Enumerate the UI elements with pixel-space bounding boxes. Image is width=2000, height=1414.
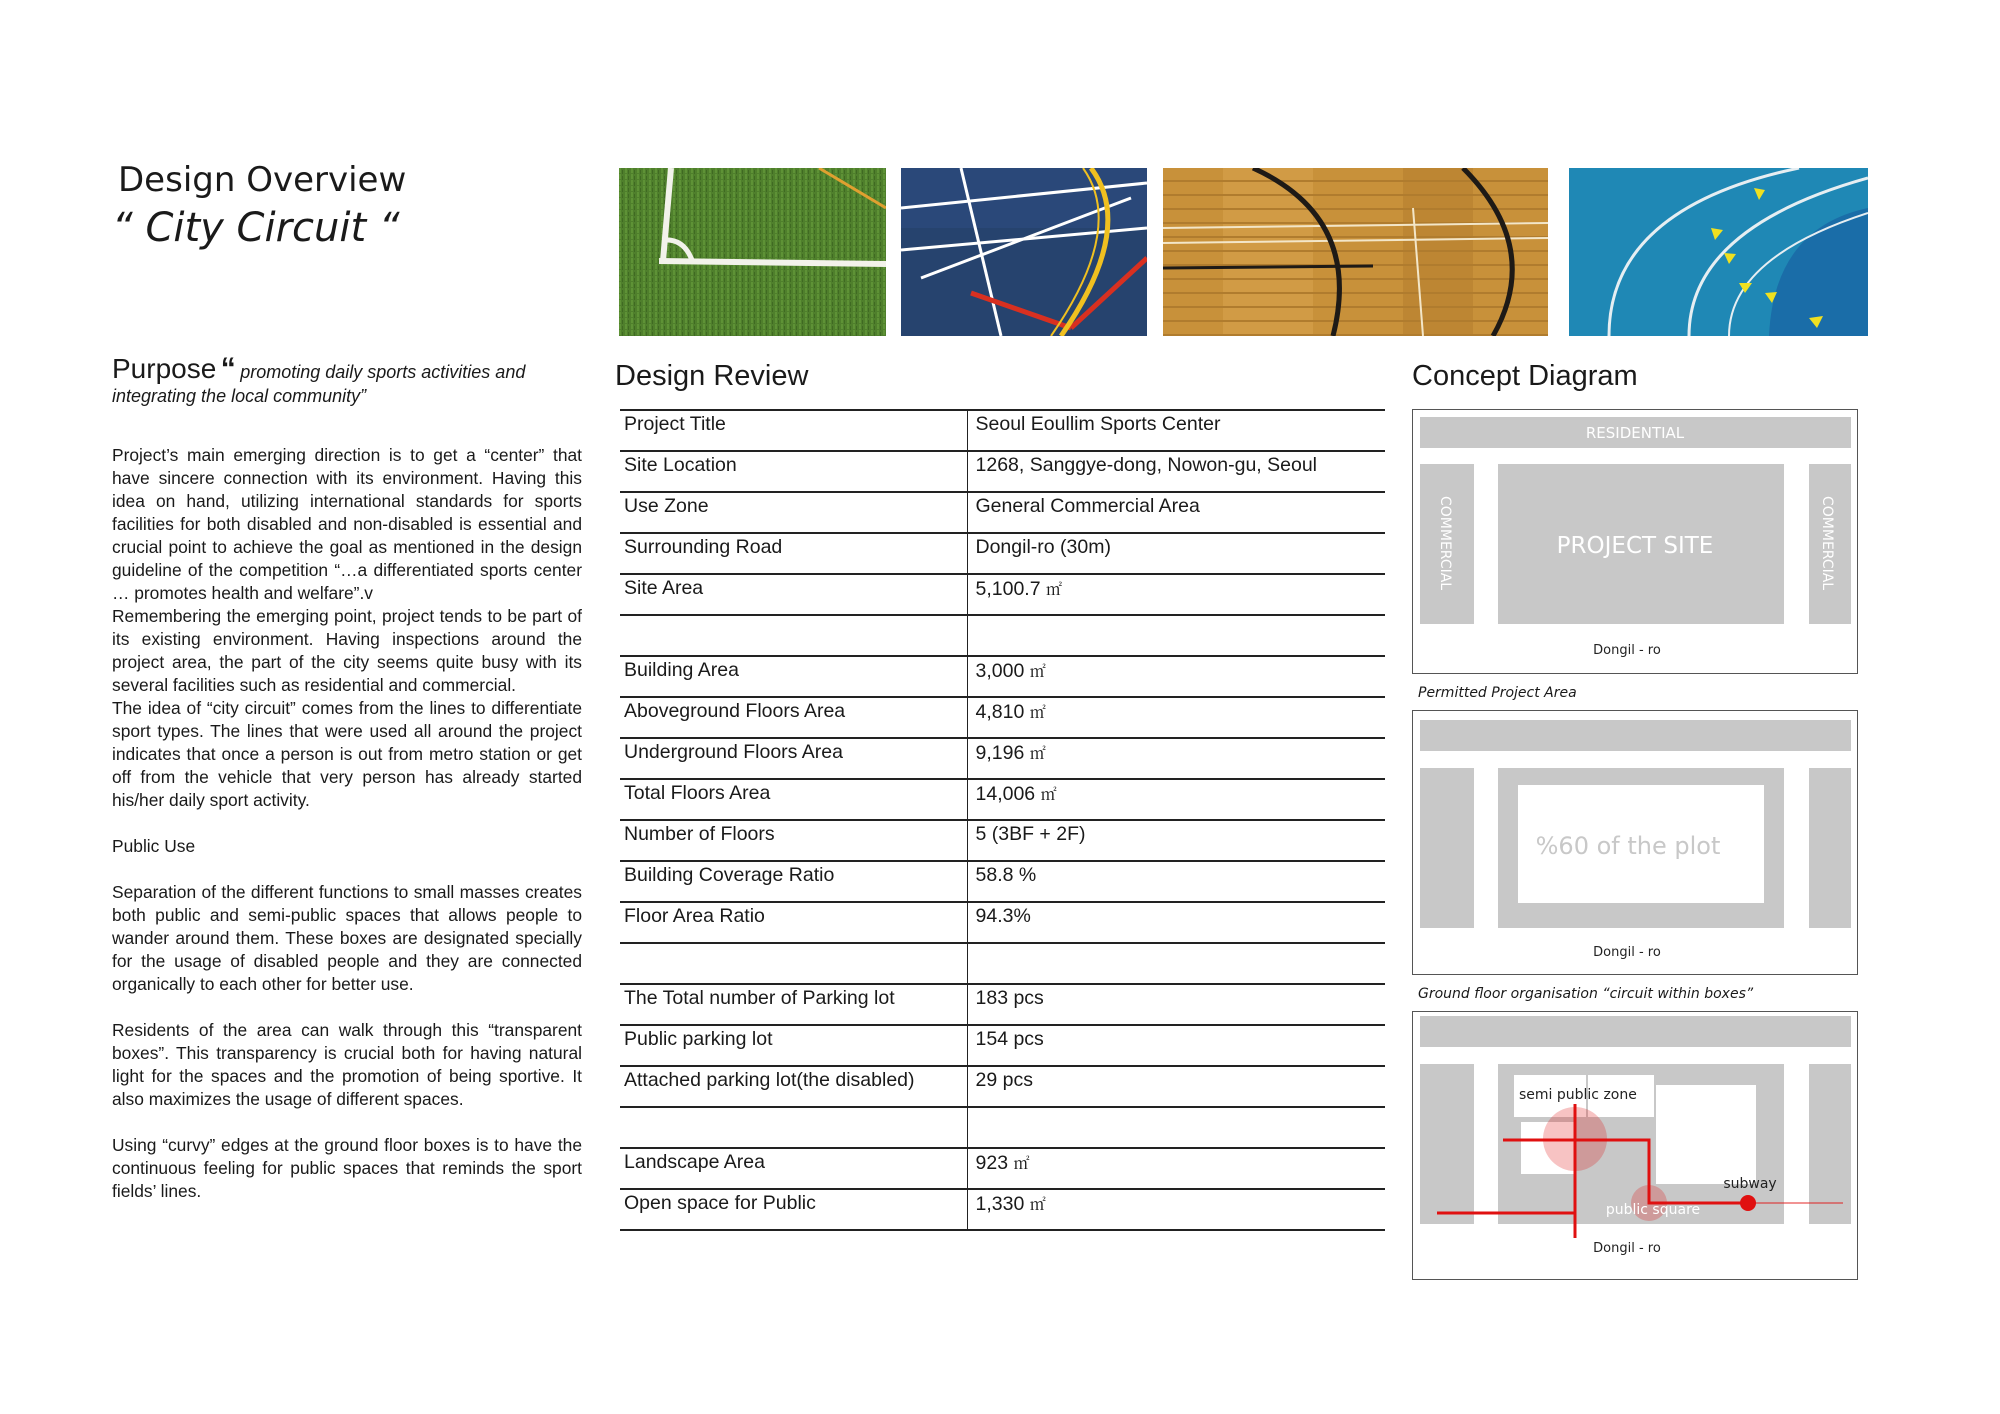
area-unit: ㎡ — [1029, 744, 1046, 763]
review-value-cell — [967, 1066, 1385, 1107]
review-value: Seoul Eoullim Sports Center — [975, 413, 1221, 435]
design-review-title: Design Review — [615, 360, 809, 392]
review-label — [620, 943, 967, 984]
commercial-block-right — [1809, 768, 1851, 928]
indoor-court-photo — [901, 168, 1147, 336]
review-value: 1,330 — [975, 1193, 1025, 1215]
design-review-table — [620, 409, 1385, 1231]
review-row — [620, 1066, 1385, 1107]
review-row — [620, 943, 1385, 984]
area-unit: ㎡ — [1029, 662, 1046, 681]
running-track-photo — [1569, 168, 1868, 336]
review-row — [620, 1025, 1385, 1066]
football-pitch-photo — [619, 168, 886, 336]
review-row — [620, 984, 1385, 1025]
purpose-paragraph: The idea of “city circuit” comes from the lines to differentiate sport types. The lines that were used all around the project indicates that once a person is out from metro station or get off from the vehicle that very person has already started his/her daily sport activity. — [112, 698, 582, 810]
review-label: Building Area — [620, 656, 967, 697]
review-value: 29 pcs — [975, 1069, 1033, 1091]
purpose-heading — [112, 352, 582, 409]
road-label: Dongil - ro — [1593, 643, 1661, 658]
commercial-block-right — [1809, 1064, 1851, 1224]
wooden-court-photo — [1163, 168, 1548, 336]
review-label: Site Location — [620, 451, 967, 492]
review-row — [620, 738, 1385, 779]
area-unit: ㎡ — [1013, 1154, 1030, 1173]
review-row — [620, 820, 1385, 861]
review-value-cell — [967, 1189, 1385, 1230]
residential-label: RESIDENTIAL — [1585, 424, 1685, 442]
review-value-cell — [967, 656, 1385, 697]
review-row — [620, 902, 1385, 943]
site-context-diagram — [1412, 409, 1858, 674]
review-value-cell — [967, 943, 1385, 984]
page-subtitle: “ City Circuit “ — [112, 205, 400, 251]
public-square-label: public square — [1605, 1202, 1701, 1218]
concept-diagram-title: Concept Diagram — [1412, 360, 1638, 392]
review-row — [620, 615, 1385, 656]
review-label: Attached parking lot(the disabled) — [620, 1066, 967, 1107]
review-value: 14,006 — [975, 783, 1036, 805]
review-row — [620, 1107, 1385, 1148]
semi-public-label: semi public zone — [1519, 1087, 1637, 1103]
review-label: The Total number of Parking lot — [620, 984, 967, 1025]
commercial-block-left — [1420, 1064, 1474, 1224]
commercial-label-left: COMMERCIAL — [1437, 496, 1453, 591]
review-value-cell — [967, 492, 1385, 533]
road-label: Dongil - ro — [1593, 945, 1661, 960]
purpose-quote: promoting daily sports activities and integrating the local community” — [112, 362, 526, 406]
review-value-cell — [967, 738, 1385, 779]
review-value: 5,100.7 — [975, 578, 1041, 600]
area-unit: ㎡ — [1029, 1195, 1046, 1214]
review-label: Public parking lot — [620, 1025, 967, 1066]
purpose-paragraph: Project’s main emerging direction is to get a “center” that have sincere connection with its environment. Having this idea on hand, utilizing international standards for sports facilities for both disabled and non-disabled is essential and crucial point to achieve the goal as mentioned in the design guideline of the competition “…a differentiated sports center … promotes health and welfare”.v — [112, 445, 582, 603]
review-row — [620, 861, 1385, 902]
review-label: Site Area — [620, 574, 967, 615]
review-label — [620, 615, 967, 656]
review-label: Aboveground Floors Area — [620, 697, 967, 738]
review-value: 923 — [975, 1152, 1009, 1174]
commercial-block-left — [1420, 768, 1474, 928]
review-label: Open space for Public — [620, 1189, 967, 1230]
review-label — [620, 1107, 967, 1148]
subway-node — [1740, 1195, 1756, 1211]
review-value-cell — [967, 779, 1385, 820]
review-value: 4,810 — [975, 701, 1025, 723]
review-value-cell — [967, 820, 1385, 861]
review-value: 58.8 % — [975, 864, 1037, 886]
review-label: Surrounding Road — [620, 533, 967, 574]
purpose-body — [112, 444, 582, 1203]
public-use-paragraph: Separation of the different functions to small masses creates both public and semi-public spaces that allows people to wander around them. These boxes are designated specially for the usage of disabled people and they are connected organically to each other for better use. — [112, 882, 582, 994]
road-label: Dongil - ro — [1593, 1241, 1661, 1256]
review-value: 3,000 — [975, 660, 1025, 682]
review-value-cell — [967, 1148, 1385, 1189]
review-row — [620, 1148, 1385, 1189]
review-value-cell — [967, 984, 1385, 1025]
area-unit: ㎡ — [1040, 785, 1057, 804]
review-label: Landscape Area — [620, 1148, 967, 1189]
review-value: General Commercial Area — [975, 495, 1200, 517]
plot-coverage-diagram — [1412, 710, 1858, 975]
review-value-cell — [967, 533, 1385, 574]
review-value: 94.3% — [975, 905, 1031, 927]
review-label: Use Zone — [620, 492, 967, 533]
review-value: 154 pcs — [975, 1028, 1044, 1050]
review-row — [620, 492, 1385, 533]
purpose-paragraph: Remembering the emerging point, project tends to be part of its existing environment. Having inspections around the project area, the part of the city seems quite busy with its several facilities such as residential and commercial. — [112, 606, 582, 695]
review-value: 9,196 — [975, 742, 1025, 764]
review-label: Total Floors Area — [620, 779, 967, 820]
residential-block — [1420, 720, 1851, 751]
review-row — [620, 779, 1385, 820]
circuit-within-boxes-diagram — [1412, 1011, 1858, 1280]
plot-coverage-label: %60 of the plot — [1535, 832, 1721, 860]
review-label: Floor Area Ratio — [620, 902, 967, 943]
review-row — [620, 574, 1385, 615]
diagram-caption: Permitted Project Area — [1418, 685, 1577, 701]
review-label: Number of Floors — [620, 820, 967, 861]
review-label: Building Coverage Ratio — [620, 861, 967, 902]
review-value-cell — [967, 574, 1385, 615]
review-value-cell — [967, 410, 1385, 451]
review-value-cell — [967, 1107, 1385, 1148]
review-row — [620, 451, 1385, 492]
review-value: 183 pcs — [975, 987, 1044, 1009]
diagram-caption: Ground floor organisation “circuit within boxes” — [1418, 986, 1754, 1002]
public-use-title: Public Use — [112, 836, 196, 856]
residential-block — [1420, 1016, 1851, 1047]
review-row — [620, 533, 1385, 574]
review-value-cell — [967, 1025, 1385, 1066]
review-value-cell — [967, 451, 1385, 492]
review-value-cell — [967, 902, 1385, 943]
area-unit: ㎡ — [1045, 580, 1062, 599]
purpose-quote-mark: “ — [220, 352, 236, 385]
review-row — [620, 410, 1385, 451]
purpose-title: Purpose — [112, 353, 217, 384]
public-use-paragraph: Residents of the area can walk through this “transparent boxes”. This transparency is crucial both for having natural light for the spaces and the promotion of being sportive. It also maximizes the usage of different spaces. — [112, 1020, 582, 1109]
review-value: 5 (3BF + 2F) — [975, 823, 1086, 845]
review-row — [620, 1189, 1385, 1230]
review-row — [620, 656, 1385, 697]
project-site-label: PROJECT SITE — [1556, 533, 1714, 559]
review-label: Project Title — [620, 410, 967, 451]
area-unit: ㎡ — [1029, 703, 1046, 722]
commercial-label-right: COMMERCIAL — [1819, 496, 1835, 591]
review-value-cell — [967, 615, 1385, 656]
page-title: Design Overview — [118, 160, 407, 200]
review-label: Underground Floors Area — [620, 738, 967, 779]
review-value-cell — [967, 697, 1385, 738]
public-use-paragraph: Using “curvy” edges at the ground floor boxes is to have the continuous feeling for public spaces that reminds the sport fields’ lines. — [112, 1135, 582, 1201]
review-row — [620, 697, 1385, 738]
review-value: 1268, Sanggye-dong, Nowon-gu, Seoul — [975, 454, 1317, 476]
subway-label: subway — [1723, 1176, 1777, 1192]
review-value: Dongil-ro (30m) — [975, 536, 1111, 558]
review-value-cell — [967, 861, 1385, 902]
